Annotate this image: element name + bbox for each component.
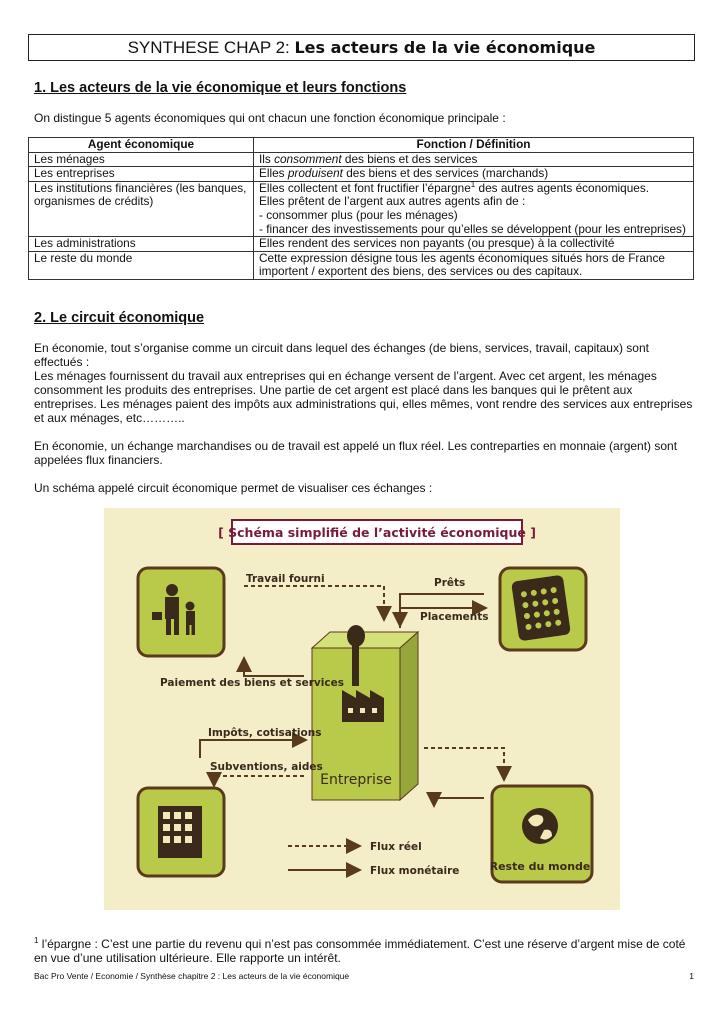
footnote-number: 1 bbox=[34, 936, 39, 945]
arrow-impots bbox=[200, 740, 304, 758]
label-travail: Travail fourni bbox=[246, 573, 325, 585]
page-title bbox=[28, 34, 695, 61]
function-cell: Cette expression désigne tous les agents économiques situés hors de France importent / exportent des biens, des services ou des capitaux. bbox=[254, 251, 694, 279]
section1-intro: On distingue 5 agents économiques qui ont chacun une fonction économique principale : bbox=[34, 111, 506, 125]
label-impots: Impôts, cotisations bbox=[208, 727, 322, 739]
label-placements: Placements bbox=[420, 611, 489, 623]
arrow-subventions bbox=[214, 776, 304, 784]
title-prefix: SYNTHESE CHAP 2: bbox=[127, 37, 295, 57]
function-cell: Elles collectent et font fructifier l’épargne$^1$ des autres agents économiques. Elles prêtent de l’argent aux autres agents afin de : - consommer plus (pour les ménages) - financer des investissements pour qu’elles se développent (pour les entreprises) bbox=[254, 181, 694, 236]
label-prets: Prêts bbox=[434, 577, 466, 589]
function-cell: Elles rendent des services non payants (ou presque) à la collectivité bbox=[254, 237, 694, 252]
arrow-paiement bbox=[244, 660, 304, 676]
arrow-travail bbox=[244, 586, 384, 618]
diagram-title: [ Schéma simplifié de l’activité économique ] bbox=[218, 525, 536, 540]
section2-heading: 2. Le circuit économique bbox=[34, 310, 205, 326]
enterprise-label: Entreprise bbox=[320, 772, 392, 788]
agent-cell: Les entreprises bbox=[29, 167, 254, 182]
page-number: 1 bbox=[689, 971, 694, 981]
table-row bbox=[29, 167, 694, 182]
footnote-text: l’épargne : C’est une partie du revenu qui n’est pas consommée immédiatement. C’est une réserve d’argent mise de coté en vue d’une utilisation ultérieure. Elle rapporte un intérêt. bbox=[34, 937, 689, 965]
households-box bbox=[138, 568, 224, 656]
section2-p1: En économie, tout s’organise comme un circuit dans lequel des échanges (de biens, services, travail, capitaux) sont effectués : bbox=[34, 341, 649, 369]
building-icon bbox=[158, 806, 202, 858]
table-header-agent: Agent économique bbox=[29, 138, 254, 153]
legend-flux-reel: Flux réel bbox=[370, 841, 422, 853]
globe-icon bbox=[522, 808, 558, 844]
table-row bbox=[29, 181, 694, 236]
label-paiement: Paiement des biens et services bbox=[160, 677, 344, 689]
table-row bbox=[29, 237, 694, 252]
agent-cell: Les institutions financières (les banques, organismes de crédits) bbox=[29, 181, 254, 236]
page-footer bbox=[34, 971, 694, 981]
section2-p2: Les ménages fournissent du travail aux entreprises qui en échange versent de l’argent. Avec cet argent, les ménages consomment les produits des entreprises. Une partie de cet argent est placé dans les banques qui le prêtent aux entreprises. Les ménages paient des impôts aux administrations qui, elles mêmes, vont rendre des services aux entreprises et aux ménages, etc……….. bbox=[34, 369, 693, 425]
footnote-ref: 1 bbox=[470, 179, 476, 189]
title-main: Les acteurs de la vie économique bbox=[294, 38, 596, 57]
agent-cell: Les administrations bbox=[29, 237, 254, 252]
agent-cell: Les ménages bbox=[29, 152, 254, 167]
function-cell: Elles produisent des biens et des services (marchands) bbox=[254, 167, 694, 182]
section1-heading: 1. Les acteurs de la vie économique et leurs fonctions bbox=[34, 80, 407, 96]
label-subventions: Subventions, aides bbox=[210, 761, 323, 773]
table-header-row bbox=[29, 138, 694, 153]
arrow-world-in bbox=[434, 798, 484, 804]
economic-circuit-diagram bbox=[104, 508, 620, 910]
footer-text: Bac Pro Vente / Economie / Synthèse chapitre 2 : Les acteurs de la vie économique bbox=[34, 971, 350, 981]
legend-flux-monetaire: Flux monétaire bbox=[370, 865, 460, 877]
section2-p4: Un schéma appelé circuit économique permet de visualiser ces échanges : bbox=[34, 481, 433, 495]
rest-of-world-label: Reste du monde bbox=[489, 860, 591, 873]
footnote bbox=[34, 937, 694, 965]
section2-p3: En économie, un échange marchandises ou de travail est appelé un flux réel. Les contreparties en monnaie (argent) sont appelées flux financiers. bbox=[34, 439, 678, 467]
agent-cell: Le reste du monde bbox=[29, 251, 254, 279]
arrow-world-out bbox=[424, 748, 504, 778]
table-header-function: Fonction / Définition bbox=[254, 138, 694, 153]
calculator-icon bbox=[511, 575, 571, 642]
table-row bbox=[29, 251, 694, 279]
agents-table bbox=[28, 137, 694, 280]
table-row bbox=[29, 152, 694, 167]
function-cell: Ils consomment des biens et des services bbox=[254, 152, 694, 167]
